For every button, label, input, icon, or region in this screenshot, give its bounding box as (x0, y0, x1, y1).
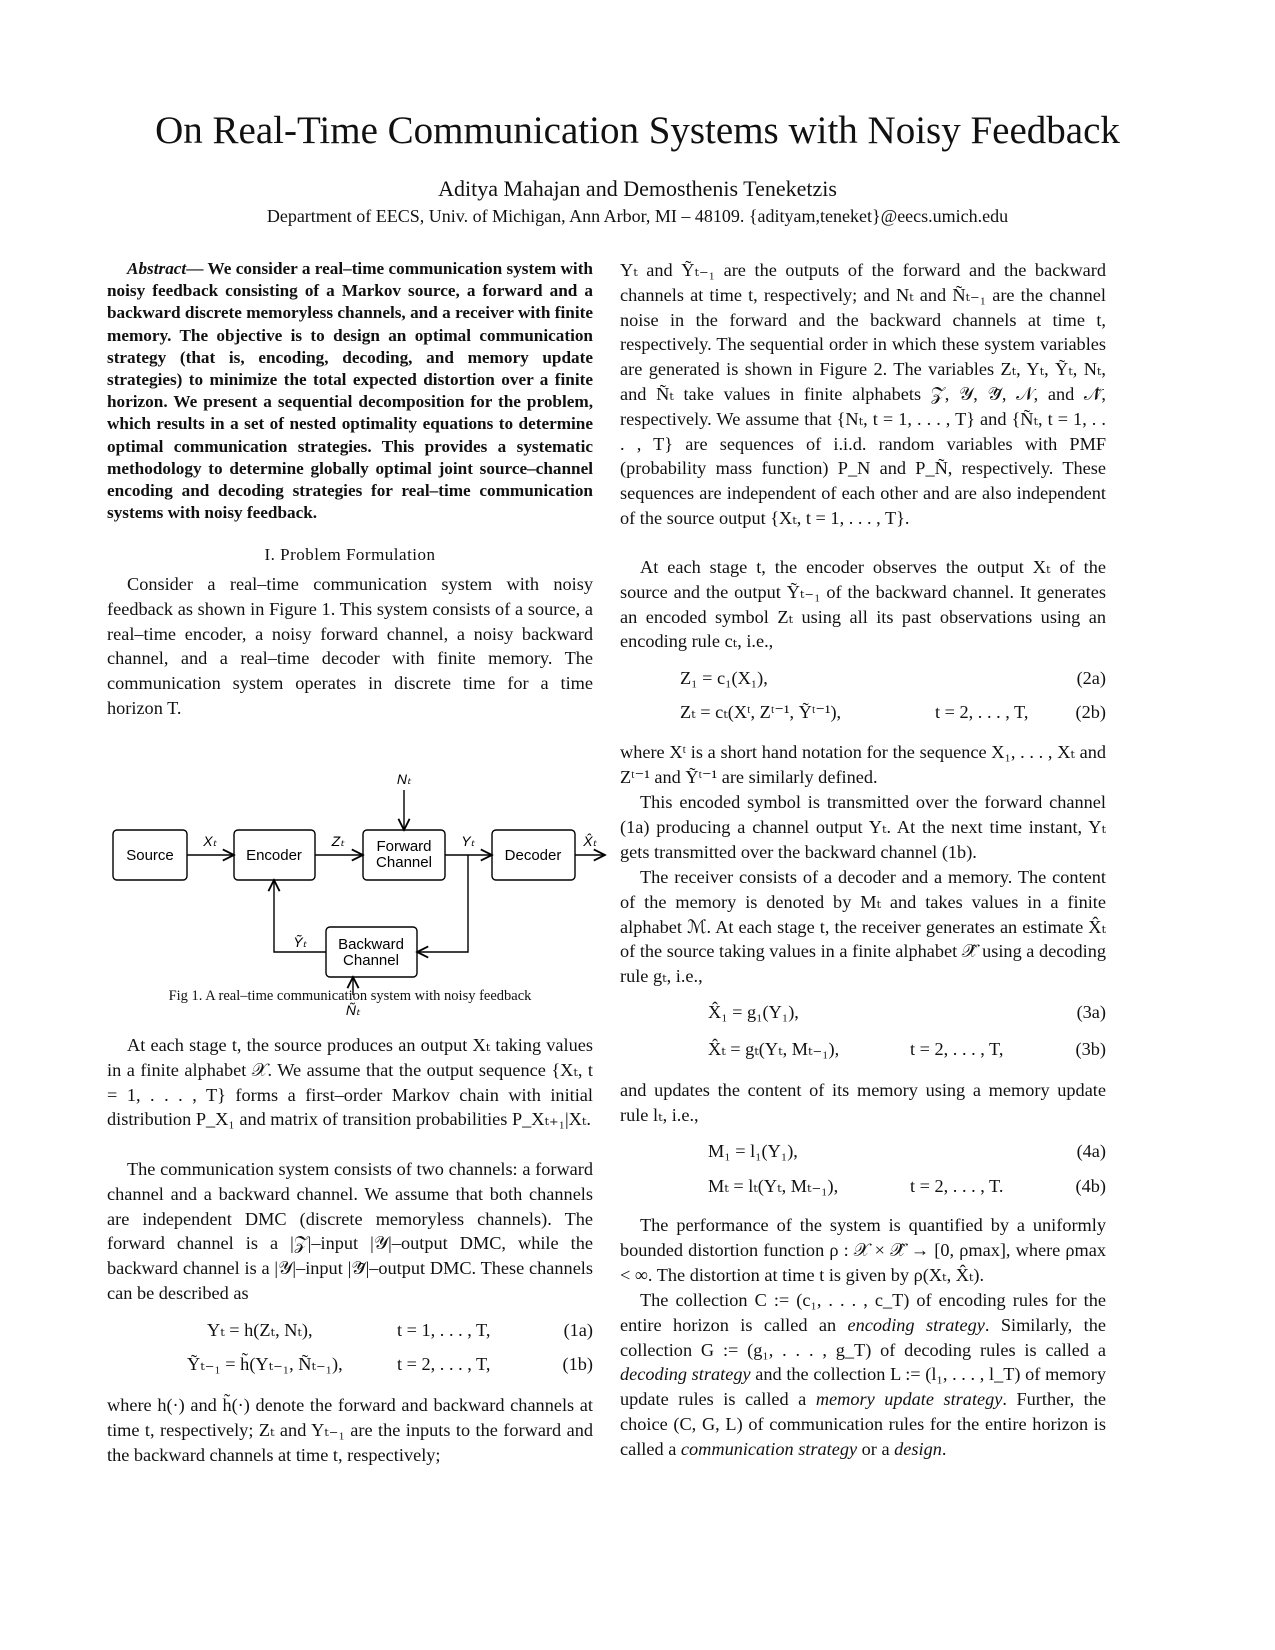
paragraph-strategies (620, 1288, 1106, 1462)
emphasized-term: memory update strategy (815, 1389, 1003, 1410)
equation-1b: Ỹₜ₋₁ = h̃(Yₜ₋₁, Ñₜ₋₁), t = 2, . . . , T, (1b) (187, 1354, 593, 1374)
figure-caption: Fig 1. A real–time communication system with noisy feedback (168, 988, 532, 1004)
equation-4b: Mₜ = lₜ(Yₜ, Mₜ₋₁), t = 2, . . . , T. (4b) (708, 1176, 1106, 1196)
z-label: Zₜ (331, 833, 345, 849)
equation-4a: M₁ = l₁(Y₁), (4a) (708, 1141, 1106, 1161)
paragraph: The performance of the system is quantified by a uniformly bounded distortion function ρ : 𝒳 × 𝒳̂ → [0, ρmax], where ρmax < ∞. The distortion at time t is given by ρ(Xₜ, X̂ₜ). (620, 1215, 1106, 1285)
text-run: or a (857, 1438, 895, 1459)
forward-label: Forward (376, 838, 432, 855)
decoder-label: Decoder (504, 847, 562, 864)
forward-channel-label: Channel (376, 854, 432, 871)
x-label: Xₜ (203, 833, 217, 849)
authors: Aditya Mahajan and Demosthenis Teneketzis (438, 176, 837, 201)
paragraph: The receiver consists of a decoder and a memory. The content of the memory is denoted by Mₜ and takes values in a finite alphabet ℳ. At each stage t, the receiver generates an estimate X̂ₜ of the source taking values in a finite alphabet 𝒳̂ using a decoding rule gₜ, i.e., (620, 867, 1106, 987)
paper-title: On Real-Time Communication Systems with Noisy Feedback (155, 109, 1120, 152)
y-label: Yₜ (461, 833, 475, 849)
emphasized-term: encoding strategy (847, 1314, 985, 1335)
paragraph: where Xᵗ is a short hand notation for the sequence X₁, . . . , Xₜ and Zᵗ⁻¹ and Ỹᵗ⁻¹ are similarly defined. (620, 742, 1106, 787)
abstract (107, 258, 593, 524)
equation-1a: Yₜ = h(Zₜ, Nₜ), t = 1, . . . , T, (1a) (207, 1320, 593, 1340)
source-label: Source (126, 847, 174, 864)
equation-3a: X̂₁ = g₁(Y₁), (3a) (708, 1002, 1106, 1022)
paragraph: At each stage t, the source produces an output Xₜ taking values in a finite alphabet 𝒳. We assume that the output sequence {Xₜ, t = 1, . . . , T} forms a first–order Markov chain with initial distribution P_X₁ and matrix of transition probabilities P_Xₜ₊₁|Xₜ. (107, 1035, 593, 1130)
paragraph: and updates the content of its memory using a memory update rule lₜ, i.e., (620, 1080, 1106, 1125)
equation-3b: X̂ₜ = gₜ(Yₜ, Mₜ₋₁), t = 2, . . . , T, (3b) (708, 1039, 1106, 1059)
paragraph: This encoded symbol is transmitted over the forward channel (1a) producing a channel output Yₜ. At the next time instant, Yₜ gets transmitted over the backward channel (1b). (620, 792, 1106, 862)
text-run: . Further, the choice (C, G, L) of communication rules for the entire horizon is called a (620, 1389, 1106, 1459)
emphasized-term: communication strategy (680, 1438, 858, 1459)
paragraph: At each stage t, the encoder observes the output Xₜ of the source and the output Ỹₜ₋₁ of the backward channel. It generates an encoded symbol Zₜ using all its past observations using an encoding rule cₜ, i.e., (620, 557, 1106, 652)
paragraph: The communication system consists of two channels: a forward channel and a backward channel. We assume that both channels are independent DMC (discrete memoryless channels). The forward channel is a |𝒵|–input |𝒴|–output DMC, while the backward channel is a |𝒴|–input |𝒴̃|–output DMC. These channels can be described as (107, 1159, 593, 1303)
equation-2a: Z₁ = c₁(X₁), (2a) (680, 668, 1106, 688)
paragraph: where h(·) and h̃(·) denote the forward and backward channels at time t, respectively; Zₜ and Yₜ₋₁ are the inputs to the forward and the backward channels at time t, respectively; (107, 1395, 593, 1465)
emphasized-term: decoding strategy (620, 1364, 751, 1385)
text-run: . (941, 1438, 947, 1459)
emphasized-term: design (894, 1438, 942, 1459)
backward-channel-label: Channel (343, 952, 399, 969)
backward-label: Backward (338, 936, 404, 953)
xhat-label: X̂ₜ (583, 833, 597, 849)
paragraph: Yₜ and Ỹₜ₋₁ are the outputs of the forward and the backward channels at time t, respectively; and Nₜ and Ñₜ₋₁ are the channel noise in the forward and the backward channels at time t, respectively. The sequential order in which these system variables are generated is shown in Figure 2. The variables Zₜ, Yₜ, Ỹₜ, Nₜ, and Ñₜ take values in finite alphabets 𝒵, 𝒴, 𝒴̃, 𝒩, and 𝒩̃, respectively. We assume that {Nₜ, t = 1, . . . , T} and {Ñₜ, t = 1, . . . , T} are sequences of i.i.d. random variables with PMF (probability mass function) P_N and P_Ñ, respectively. These sequences are independent of each other and are also independent of the source output {Xₜ, t = 1, . . . , T}. (620, 260, 1106, 528)
encoder-label: Encoder (246, 847, 302, 864)
text-run: . Similarly, the collection G := (g₁, . . . , g_T) of decoding rules is called a (620, 1314, 1106, 1360)
ntilde-label: Ñₜ (345, 1002, 361, 1018)
n-label: Nₜ (396, 771, 412, 787)
paragraph: Consider a real–time communication system with noisy feedback as shown in Figure 1. This system consists of a source, a real–time encoder, a noisy forward channel, a noisy backward channel, and a real–time decoder with finite memory. The communication system operates in discrete time for a time horizon T. (107, 574, 593, 718)
equation-2b: Zₜ = cₜ(Xᵗ, Zᵗ⁻¹, Ỹᵗ⁻¹), t = 2, . . . , T, (2b) (680, 702, 1106, 722)
abstract-label: Abstract (127, 259, 187, 278)
text-run: The collection C := (c₁, . . . , c_T) of encoding rules for the entire horizon is called an (620, 1290, 1106, 1335)
abstract-text: — We consider a real–time communication system with noisy feedback consisting of a Markov source, a forward and a backward discrete memoryless channels, and a receiver with finite memory. The objective is to design an optimal communication strategy (that is, encoding, decoding, and memory update strategies) to minimize the total expected distortion over a finite horizon. We present a sequential decomposition for the problem, which results in a set of nested optimality equations to determine optimal communication strategies. This provides a systematic methodology to determine globally optimal joint source–channel encoding and decoding strategies for real–time communication systems with noisy feedback. (107, 259, 593, 523)
section-heading: I. Problem Formulation (264, 545, 436, 564)
text-run: and the collection L := (l₁, . . . , l_T) of memory update rules is called a (620, 1364, 1106, 1410)
affiliation: Department of EECS, Univ. of Michigan, Ann Arbor, MI – 48109. {adityam,teneket}@eecs.umich.edu (266, 206, 1009, 226)
ytilde-label: Ỹₜ (293, 934, 307, 950)
